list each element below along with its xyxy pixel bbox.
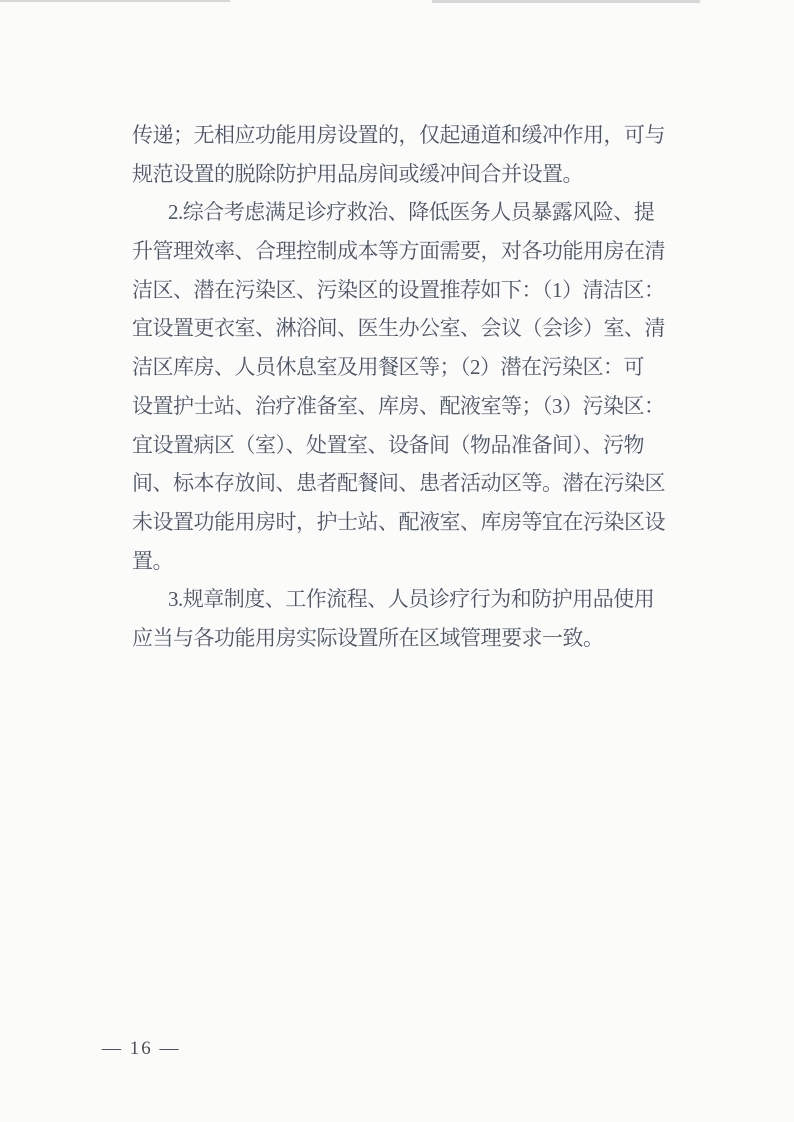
paragraph xyxy=(132,193,680,580)
text-line: 设置护士站、治疗准备室、库房、配液室等；（3）污染区： xyxy=(132,393,665,418)
text-line: 2.综合考虑满足诊疗救治、降低医务人员暴露风险、提 xyxy=(168,200,655,225)
scan-artifact-top-right xyxy=(432,0,700,3)
text-line: 未设置功能用房时，护士站、配液室、库房等宜在污染区设 xyxy=(132,509,665,534)
text-line: 洁区库房、人员休息室及用餐区等；（2）潜在污染区：可 xyxy=(132,355,644,380)
text-line: 3.规章制度、工作流程、人员诊疗行为和防护用品使用 xyxy=(168,587,655,612)
page-number: — 16 — xyxy=(102,1038,181,1059)
text-line: 洁区、潜在污染区、污染区的设置推荐如下：（1）清洁区： xyxy=(132,277,665,302)
paragraph xyxy=(132,116,680,193)
text-line: 置。 xyxy=(132,548,173,573)
paragraph xyxy=(132,580,680,657)
text-line: 宜设置病区（室）、处置室、设备间（物品准备间）、污物 xyxy=(132,432,644,457)
text-line: 传递；无相应功能用房设置的，仅起通道和缓冲作用，可与 xyxy=(132,123,665,147)
text-line: 升管理效率、合理控制成本等方面需要，对各功能用房在清 xyxy=(132,239,665,264)
text-line: 宜设置更衣室、淋浴间、医生办公室、会议（会诊）室、清 xyxy=(132,316,665,341)
document-body xyxy=(132,116,680,658)
text-line: 应当与各功能用房实际设置所在区域管理要求一致。 xyxy=(132,625,604,650)
scan-artifact-top-left xyxy=(0,0,230,2)
text-line: 间、标本存放间、患者配餐间、患者活动区等。潜在污染区 xyxy=(132,471,665,496)
text-line: 规范设置的脱除防护用品房间或缓冲间合并设置。 xyxy=(132,161,583,186)
